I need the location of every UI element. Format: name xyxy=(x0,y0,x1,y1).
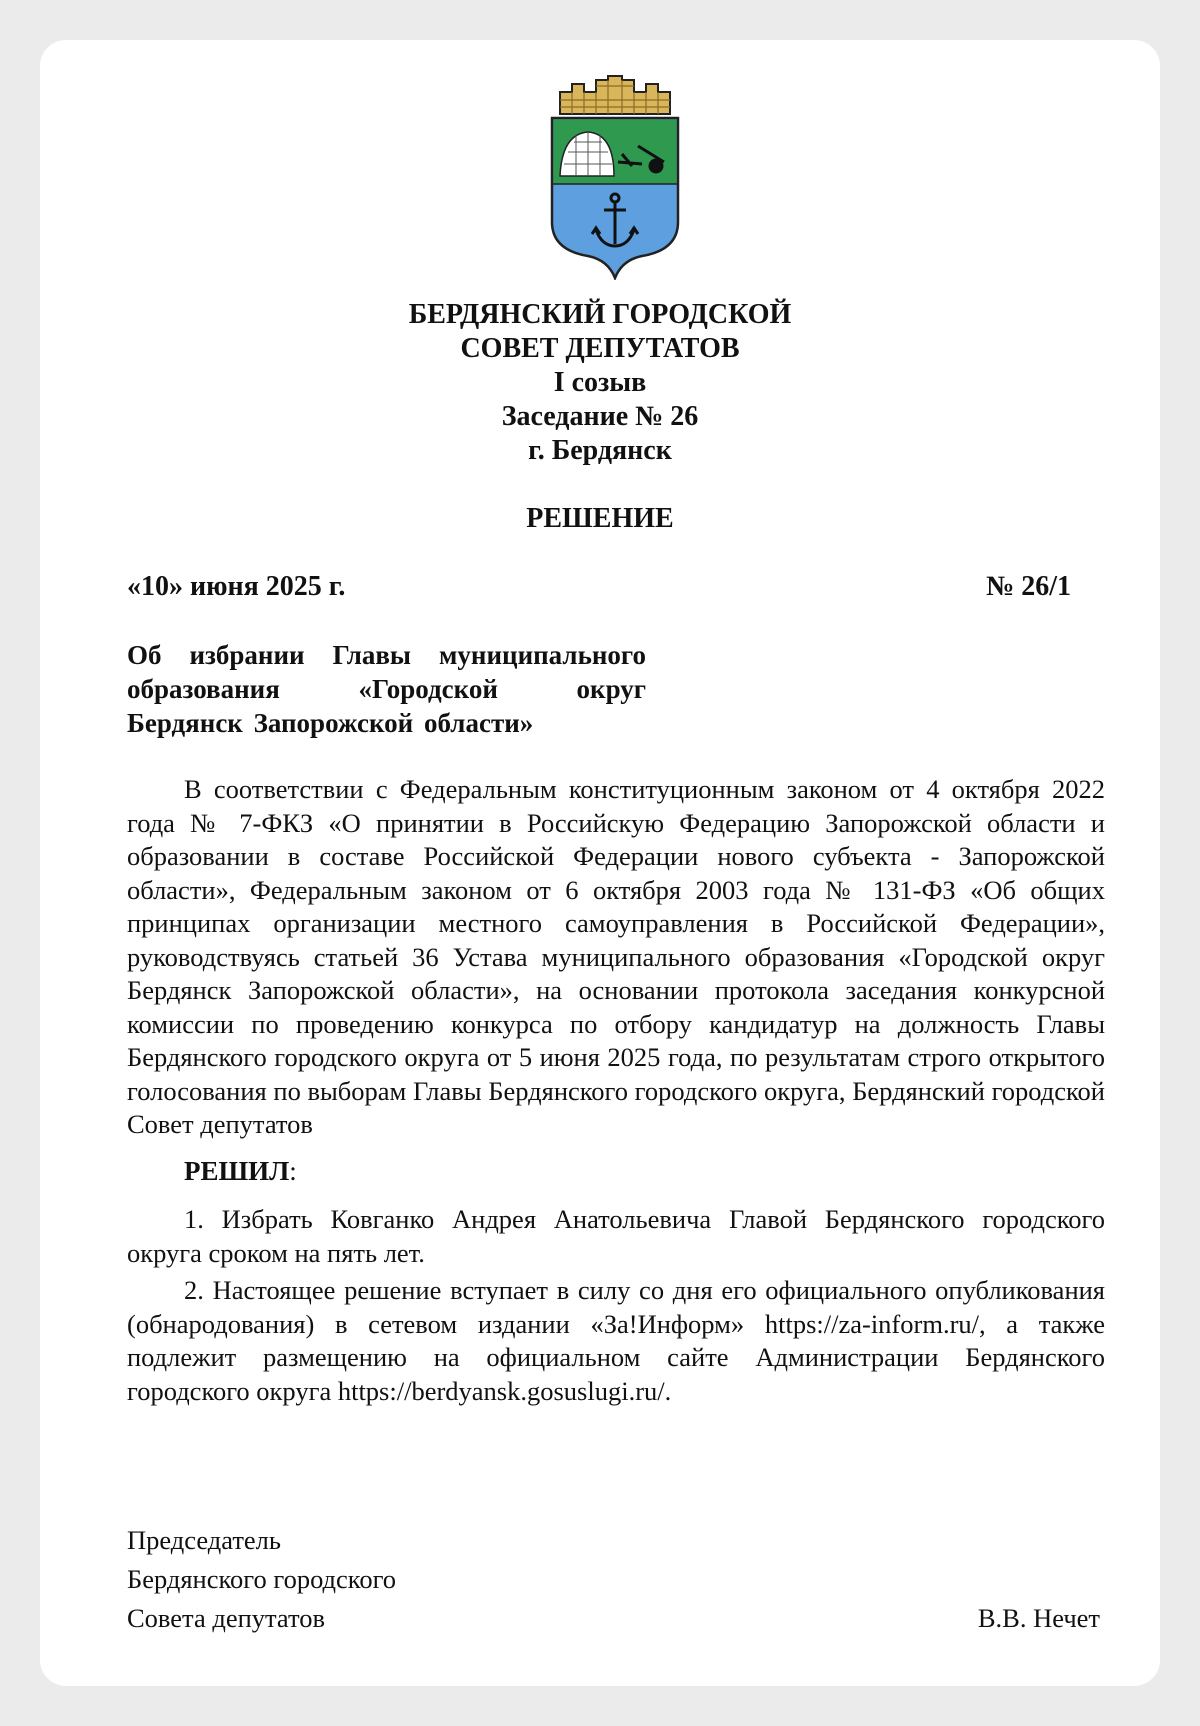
document-number: № 26/1 xyxy=(986,571,1071,602)
council-header xyxy=(40,298,1160,468)
signatory-title-line: Председатель xyxy=(127,1525,281,1555)
document-subject xyxy=(127,638,646,740)
signatory-title-line: Бердянского городского xyxy=(127,1564,397,1594)
resolution-item: 1. Избрать Ковганко Андрея Анатольевича Главой Бердянского городского округа сроком на пять лет. xyxy=(127,1204,1105,1268)
header-line-council-name: БЕРДЯНСКИЙ ГОРОДСКОЙ xyxy=(408,299,792,330)
subject-line: Об избрании Главы муниципального xyxy=(127,640,646,670)
preamble-section xyxy=(127,773,1105,1142)
subject-line: Бердянск Запорожской области» xyxy=(127,708,534,738)
resolved-heading xyxy=(184,1154,297,1188)
crown-icon xyxy=(560,76,670,114)
signatory-name: В.В. Нечет xyxy=(977,1603,1100,1633)
header-line-session: Заседание № 26 xyxy=(501,401,699,432)
document-type-title: РЕШЕНИЕ xyxy=(526,503,674,534)
preamble-paragraph: В соответствии с Федеральным конституционным законом от 4 октября 2022 года № 7-ФКЗ «О принятии в Российскую Федерацию Запорожской области и образовании в составе Российской Федерации нового субъекта - Запорожской области», Федеральным законом от 6 октября 2003 года № 131-ФЗ «Об общих принципах организации местного самоуправления в Российской Федерации», руководствуясь статьей 36 Устава муниципального образования «Городской округ Бердянск Запорожской области», на основании протокола заседания конкурсной комиссии по проведению конкурса по отбору кандидатур на должность Главы Бердянского городского округа от 5 июня 2025 года, по результатам строго открытого голосования по выборам Главы Бердянского городского округа, Бердянский городской Совет депутатов xyxy=(127,774,1105,1139)
document-date: «10» июня 2025 г. xyxy=(127,571,346,602)
signatory-title-line: Совета депутатов xyxy=(127,1603,325,1633)
header-line-council-type: СОВЕТ ДЕПУТАТОВ xyxy=(460,333,740,364)
resolved-label: РЕШИЛ xyxy=(184,1156,290,1186)
subject-line: образования «Городской округ xyxy=(127,674,646,704)
header-line-city: г. Бердянск xyxy=(528,435,672,466)
signature-block xyxy=(127,1521,1100,1638)
coat-of-arms-icon xyxy=(546,74,684,280)
resolved-colon: : xyxy=(289,1156,297,1186)
resolution-items xyxy=(127,1203,1105,1412)
header-line-convocation: I созыв xyxy=(553,367,647,398)
resolution-item: 2. Настоящее решение вступает в силу со дня его официального опубликования (обнародования) в сетевом издании «За!Информ» https://za-inform.ru/, а также подлежит размещению на официальном сайте Администрации Бердянского городского округа https://berdyansk.gosuslugi.ru/. xyxy=(127,1275,1105,1406)
